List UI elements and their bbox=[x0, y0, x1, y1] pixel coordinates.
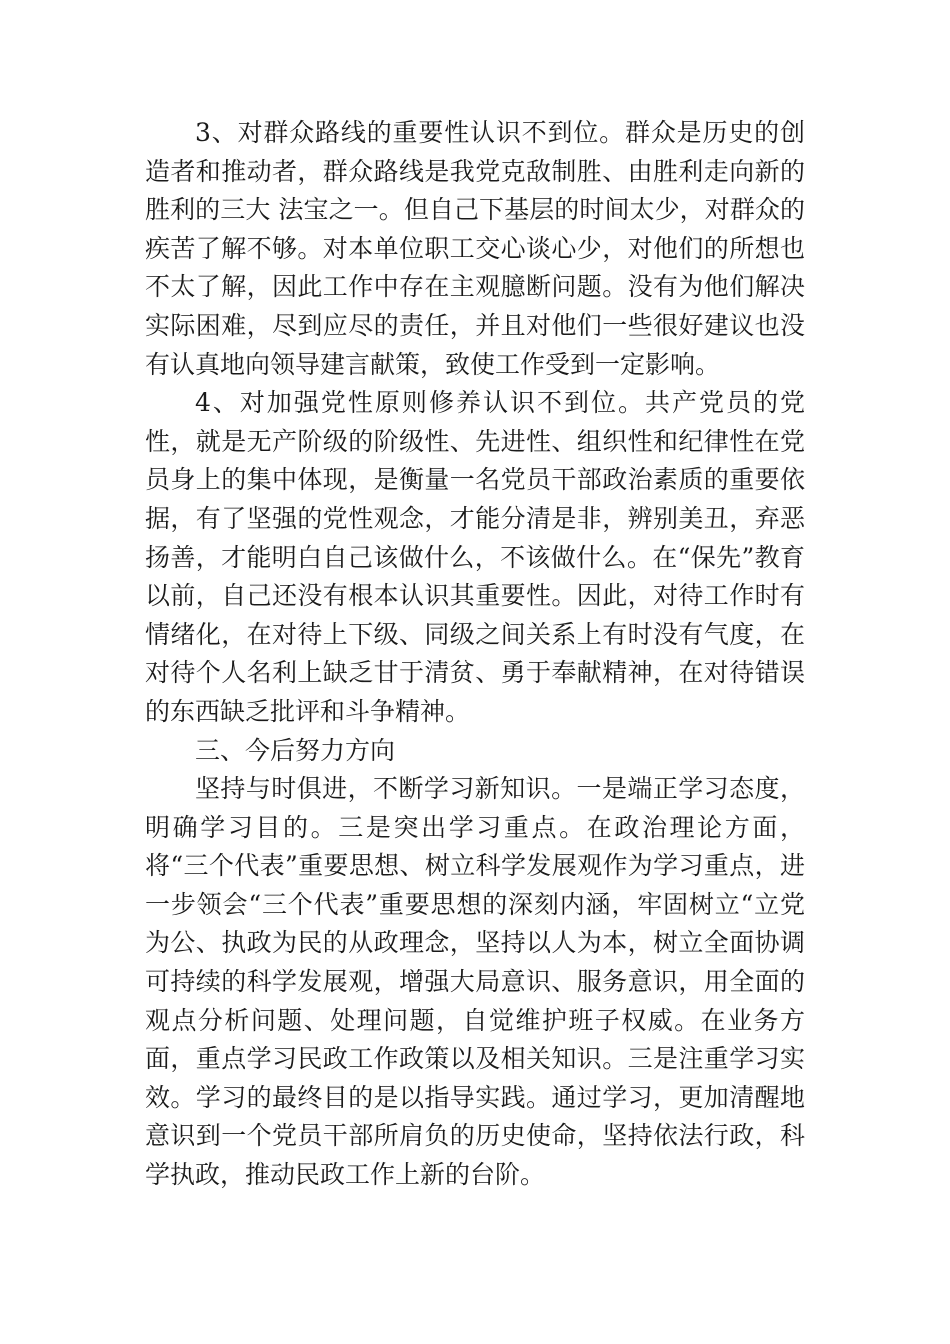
paragraph-party-spirit: 4、对加强党性原则修养认识不到位。共产党员的党性，就是无产阶级的阶级性、先进性、组织性和纪律性在党员身上的集中体现，是衡量一名党员干部政治素质的重要依据，有了坚强的党性观念，才能分清是非，辨别美丑，弃恶扬善，才能明白自己该做什么，不该做什么。在“保先”教育以前，自己还没有根本认识其重要性。因此，对待工作时有情绪化，在对待上下级、同级之间关系上有时没有气度，在对待个人名利上缺乏甘于清贫、勇于奉献精神，在对待错误的东西缺乏批评和斗争精神。 bbox=[145, 388, 805, 726]
paragraph-keep-learning: 坚持与时俱进，不断学习新知识。一是端正学习态度，明确学习目的。三是突出学习重点。在政治理论方面，将“三个代表”重要思想、树立科学发展观作为学习重点，进一步领会“三个代表”重要思想的深刻内涵，牢固树立“立党为公、执政为民的从政理念，坚持以人为本，树立全面协调可持续的科学发展观，增强大局意识、服务意识，用全面的观点分析问题、处理问题，自觉维护班子权威。在业务方面，重点学习民政工作政策以及相关知识。三是注重学习实效。学习的最终目的是以指导实践。通过学习，更加清醒地意识到一个党员干部所肩负的历史使命，坚持依法行政，科学执政，推动民政工作上新的台阶。 bbox=[145, 774, 805, 1190]
section-heading-future-direction: 三、今后努力方向 bbox=[195, 735, 396, 765]
paragraph-group-line-awareness: 3、对群众路线的重要性认识不到位。群众是历史的创造者和推动者，群众路线是我党克敌制胜、由胜利走向新的胜利的三大 法宝之一。但自己下基层的时间太少，对群众的疾苦了解不够。对本单位职工交心谈心少，对他们的所想也不太了解，因此工作中存在主观臆断问题。没有为他们解决实际困难，尽到应尽的责任，并且对他们一些很好建议也没有认真地向领导建言献策，致使工作受到一定影响。 bbox=[145, 118, 805, 379]
document-body bbox=[145, 114, 805, 1195]
